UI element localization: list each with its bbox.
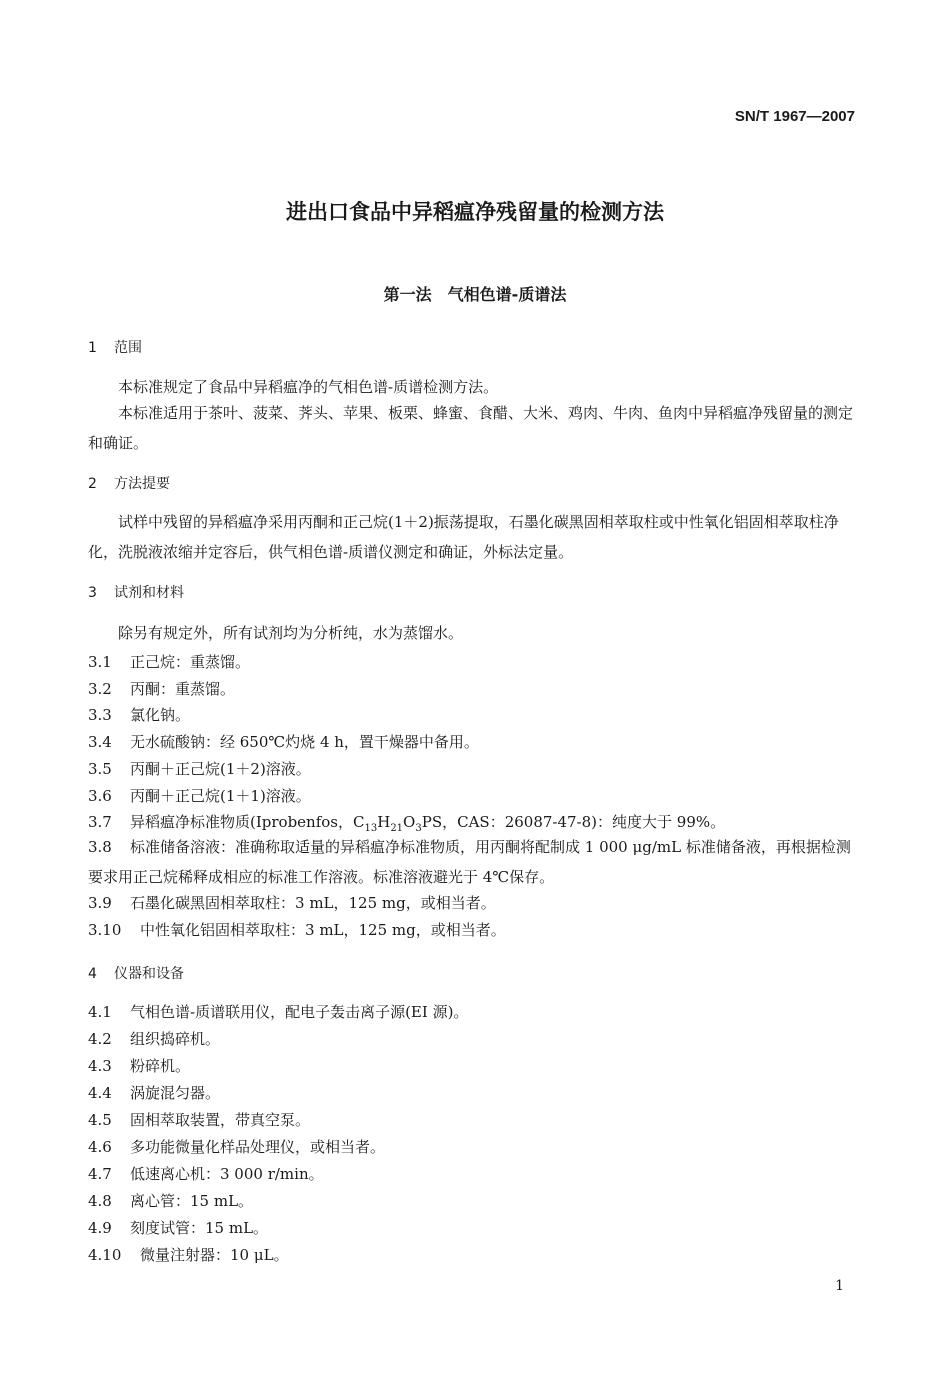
paragraph: 试样中残留的异稻瘟净采用丙酮和正己烷(1＋2)振荡提取，石墨化碳黑固相萃取柱或中性氧化铝固相萃取柱净化，洗脱液浓缩并定容后，供气相色谱-质谱仪测定和确证，外标法定量。 — [88, 513, 839, 561]
item-text: 组织捣碎机。 — [130, 1030, 221, 1048]
list-item — [88, 1190, 253, 1211]
section-heading-method-summary — [88, 473, 170, 493]
item-text: 丙酮＋正己烷(1＋1)溶液。 — [130, 787, 311, 805]
list-item — [88, 1055, 190, 1076]
item-number: 3.7 — [88, 813, 112, 831]
section-title: 试剂和材料 — [114, 585, 184, 601]
item-number: 4.10 — [88, 1246, 122, 1264]
item-number: 4.8 — [88, 1192, 112, 1210]
item-text: 氯化钠。 — [130, 706, 191, 724]
item-number: 3.4 — [88, 733, 112, 751]
item-text: 涡旋混匀器。 — [130, 1084, 221, 1102]
section-number: 3 — [88, 585, 97, 601]
list-item — [88, 1028, 220, 1049]
item-number: 3.1 — [88, 653, 112, 671]
item-number: 4.1 — [88, 1003, 112, 1021]
item-number: 4.6 — [88, 1138, 112, 1156]
list-item — [88, 919, 506, 940]
item-number: 4.5 — [88, 1111, 112, 1129]
item-number: 3.8 — [88, 838, 112, 856]
list-item — [88, 785, 311, 806]
standard-number: SN/T 1967—2007 — [734, 108, 855, 125]
item-number: 4.4 — [88, 1084, 112, 1102]
page-number: 1 — [835, 1278, 844, 1294]
section-number: 2 — [88, 476, 97, 492]
item-text: 中性氧化铝固相萃取柱：3 mL，125 mg，或相当者。 — [140, 921, 506, 939]
list-item — [88, 811, 725, 834]
item-number: 3.10 — [88, 921, 122, 939]
paragraph: 本标准适用于茶叶、菠菜、荠头、苹果、板栗、蜂蜜、食醋、大米、鸡肉、牛肉、鱼肉中异稻瘟净残留量的测定和确证。 — [88, 404, 854, 452]
section-title: 范围 — [114, 340, 142, 356]
paragraph: 本标准规定了食品中异稻瘟净的气相色谱-质谱检测方法。 — [118, 378, 499, 396]
section-title: 仪器和设备 — [114, 966, 184, 982]
list-item — [88, 1136, 385, 1157]
item-number: 4.7 — [88, 1165, 112, 1183]
list-item — [88, 1217, 268, 1238]
list-item — [88, 1109, 310, 1130]
item-text: 气相色谱-质谱联用仪，配电子轰击离子源(EI 源)。 — [130, 1003, 469, 1021]
item-text: 多功能微量化样品处理仪，或相当者。 — [130, 1138, 386, 1156]
list-item — [88, 731, 479, 752]
item-text: 正己烷：重蒸馏。 — [130, 653, 251, 671]
item-text: 丙酮＋正己烷(1＋2)溶液。 — [130, 760, 311, 778]
section-heading-scope — [88, 337, 142, 357]
item-number: 4.9 — [88, 1219, 112, 1237]
list-item — [88, 832, 860, 892]
list-item — [88, 678, 235, 699]
item-text: 微量注射器：10 μL。 — [140, 1246, 289, 1264]
section-number: 1 — [88, 340, 97, 356]
item-text: 低速离心机：3 000 r/min。 — [130, 1165, 324, 1183]
page-title: 进出口食品中异稻瘟净残留量的检测方法 — [286, 200, 664, 224]
item-number: 4.2 — [88, 1030, 112, 1048]
section-title: 方法提要 — [114, 476, 170, 492]
item-number: 3.3 — [88, 706, 112, 724]
section-heading-reagents — [88, 582, 184, 602]
item-text: 标准储备溶液：准确称取适量的异稻瘟净标准物质，用丙酮将配制成 1 000 μg/mL 标准储备液，再根据检测要求用正己烷稀释成相应的标准工作溶液。标准溶液避光于 4℃保存。 — [88, 838, 851, 886]
item-text: 无水硫酸钠：经 650℃灼烧 4 h，置干燥器中备用。 — [130, 733, 479, 751]
list-item — [88, 704, 190, 725]
item-text: 离心管：15 mL。 — [130, 1192, 254, 1210]
list-item — [88, 892, 496, 913]
list-item — [88, 1244, 289, 1265]
method-subtitle: 第一法 气相色谱-质谱法 — [383, 285, 567, 304]
list-item — [88, 1163, 324, 1184]
paragraph: 除另有规定外，所有试剂均为分析纯，水为蒸馏水。 — [118, 624, 464, 642]
list-item — [88, 758, 311, 779]
item-text: 丙酮：重蒸馏。 — [130, 680, 236, 698]
item-number: 3.6 — [88, 787, 112, 805]
item-text: 异稻瘟净标准物质(Iprobenfos，$C_{13}H_{21}O_3PS$，CAS：26087-47-8)：纯度大于 99%。 — [130, 813, 726, 834]
item-text: 粉碎机。 — [130, 1057, 191, 1075]
list-item — [88, 1082, 220, 1103]
item-number: 3.5 — [88, 760, 112, 778]
item-number: 3.2 — [88, 680, 112, 698]
section-heading-instruments — [88, 963, 184, 983]
item-text: 石墨化碳黑固相萃取柱：3 mL，125 mg，或相当者。 — [130, 894, 496, 912]
item-number: 3.9 — [88, 894, 112, 912]
section-number: 4 — [88, 966, 97, 982]
list-item — [88, 651, 250, 672]
item-text: 固相萃取装置，带真空泵。 — [130, 1111, 311, 1129]
item-number: 4.3 — [88, 1057, 112, 1075]
item-text: 刻度试管：15 mL。 — [130, 1219, 269, 1237]
list-item — [88, 1001, 468, 1022]
